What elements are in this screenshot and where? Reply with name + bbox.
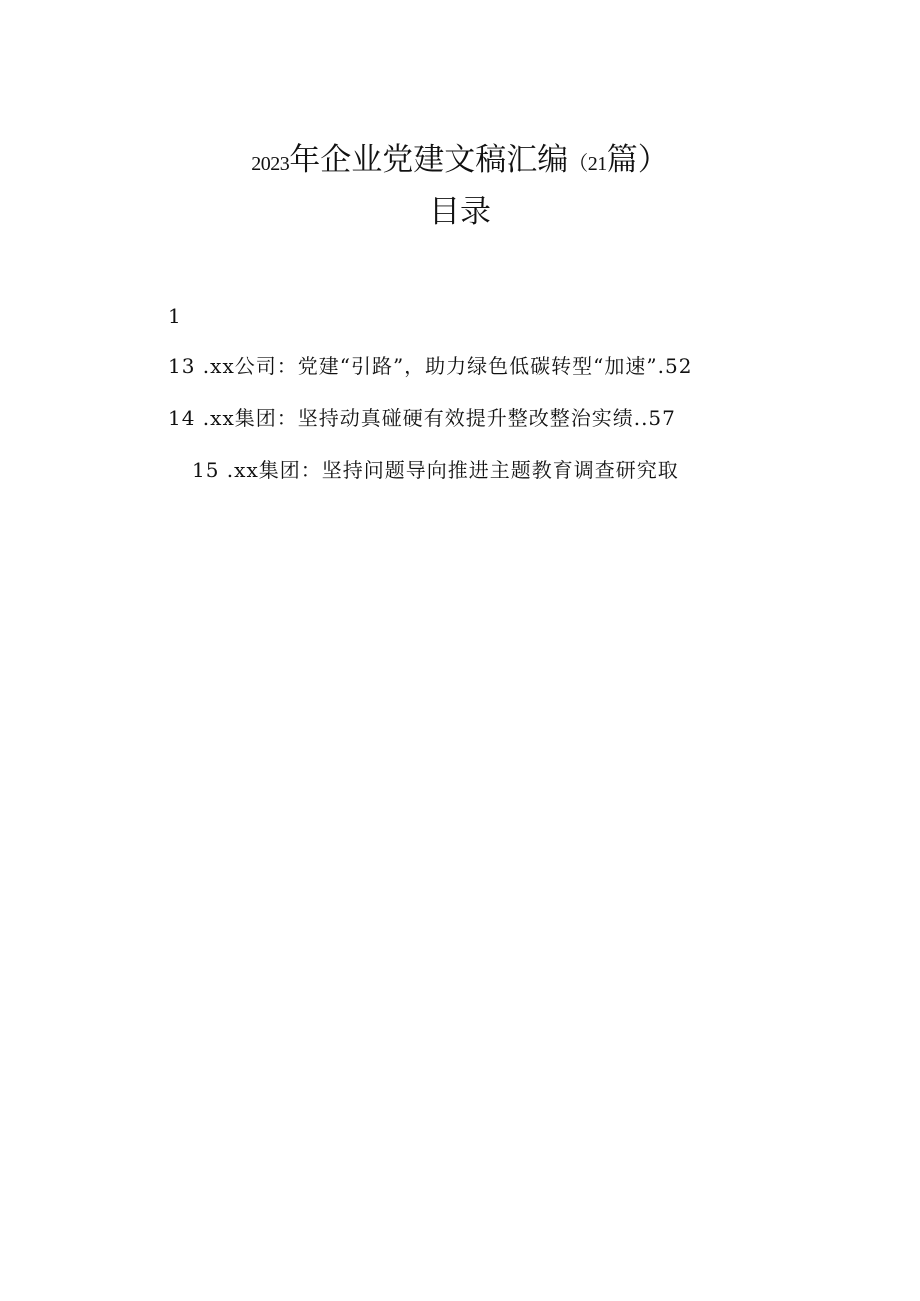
toc-heading: 目录 (429, 194, 491, 230)
title-paren-close: ） (637, 142, 669, 178)
toc-entry[interactable]: 1 (168, 304, 182, 328)
toc-entry[interactable]: 13 .xx公司：党建“引路”，助力绿色低碳转型“加速”.52 (168, 354, 693, 378)
title-main: 年企业党建文稿汇编 (289, 142, 569, 178)
title-unit: 篇 (606, 142, 638, 178)
title-block (0, 138, 920, 234)
title-paren-open: （ (568, 153, 588, 175)
toc-entry[interactable]: 14 .xx集团：坚持动真碰硬有效提升整改整治实绩..57 (168, 406, 676, 430)
title-count: 21 (587, 153, 607, 175)
title-year: 2023 (251, 153, 290, 175)
toc-entry[interactable]: 15 .xx集团：坚持问题导向推进主题教育调查研究取 (192, 458, 679, 482)
document-title (0, 138, 920, 186)
